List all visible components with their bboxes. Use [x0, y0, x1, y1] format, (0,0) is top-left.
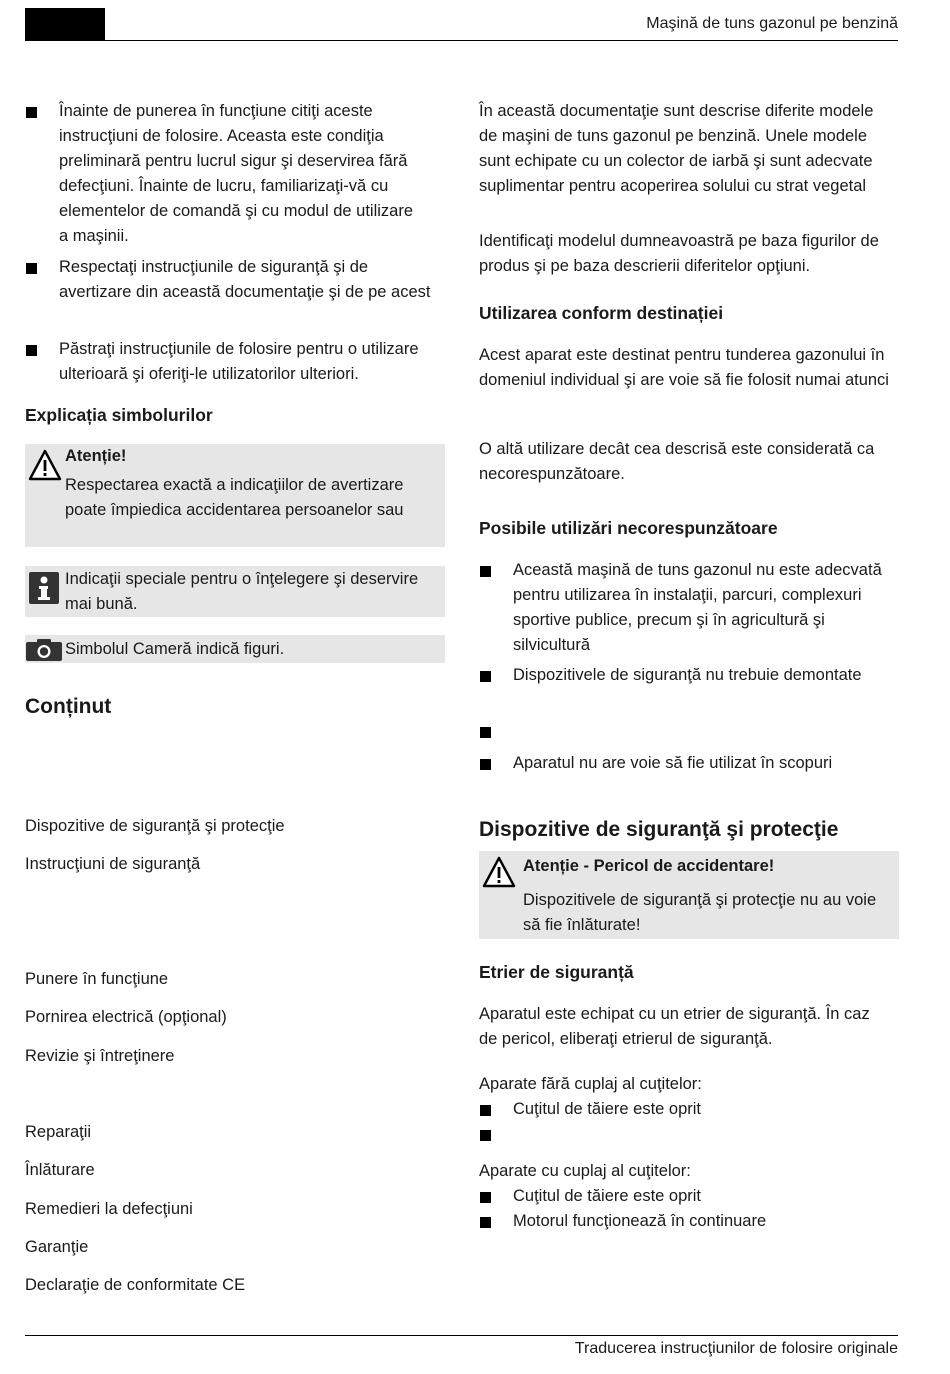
misuse-bullet-4 — [479, 751, 899, 776]
clutch-label: Aparate cu cuplaj al cuţitelor: — [479, 1162, 691, 1180]
intended-use-paragraph — [479, 343, 899, 393]
text-line: În această documentaţie sunt descrise diferite modele — [479, 102, 874, 120]
text-line: Indicaţii speciale pentru o înţelegere şi deservire — [65, 570, 419, 588]
text-line: Aparatul este echipat cu un etrier de siguranţă. În caz — [479, 1005, 870, 1023]
text-line: avertizare din această documentaţie şi de pe acest — [59, 283, 431, 301]
toc-item[interactable]: Pornirea electrică (opţional) — [25, 1008, 227, 1026]
text-line: Motorul funcţionează în continuare — [513, 1212, 767, 1230]
text-line: pentru utilizarea în instalaţii, parcuri, complexuri — [513, 586, 862, 604]
text-line: ulterioară şi oferiţi-le utilizatorilor ulteriori. — [59, 365, 359, 383]
warning-triangle-icon — [28, 449, 62, 481]
no-clutch-label: Aparate fără cuplaj al cuţitelor: — [479, 1075, 702, 1093]
info-icon — [29, 572, 59, 604]
misuse-heading: Posibile utilizări necorespunzătoare — [479, 518, 778, 538]
text-line: Respectarea exactă a indicaţiilor de avertizare — [65, 476, 404, 494]
page-header-title: Maşină de tuns gazonul pe benzină — [646, 15, 898, 32]
misuse-bullet-1 — [479, 558, 899, 658]
toc-item[interactable]: Punere în funcţiune — [25, 970, 169, 988]
danger-title: Atenție - Pericol de accidentare! — [523, 857, 775, 875]
text-line: Cuţitul de tăiere este oprit — [513, 1187, 702, 1205]
intro-bullet-1 — [25, 99, 445, 249]
intended-use-heading: Utilizarea conform destinației — [479, 303, 724, 323]
toc-item[interactable]: Dispozitive de siguranţă şi protecţie — [25, 817, 285, 835]
attention-box — [25, 444, 445, 547]
warning-triangle-icon — [482, 856, 516, 888]
text-line: Înainte de punerea în funcţiune citiţi aceste — [59, 102, 373, 120]
info-box — [25, 566, 445, 617]
text-line: instrucţiuni de folosire. Aceasta este condiţia — [59, 127, 384, 145]
clutch-bullet-1 — [479, 1184, 899, 1209]
text-line: de maşini de tuns gazonul pe benzină. Unele modele — [479, 127, 868, 145]
text-line: suplimentar pentru acoperirea solului cu strat vegetal — [479, 177, 867, 195]
text-line: defecţiuni. Înainte de lucru, familiarizaţi-vă cu — [59, 177, 389, 195]
other-use-paragraph — [479, 437, 899, 487]
intro-bullet-3 — [25, 337, 445, 387]
misuse-bullet-2 — [479, 663, 899, 688]
contents-heading: Conținut — [25, 695, 112, 718]
text-line: Păstraţi instrucţiunile de folosire pentru o utilizare — [59, 340, 419, 358]
toc-item[interactable]: Instrucţiuni de siguranţă — [25, 855, 201, 873]
clutch-bullet-2 — [479, 1209, 899, 1234]
text-line: Dispozitivele de siguranţă şi protecţie nu au voie — [523, 891, 877, 909]
text-line: Aparatul nu are voie să fie utilizat în scopuri — [513, 754, 833, 772]
header-black-tab — [25, 8, 105, 40]
identify-model-paragraph — [479, 229, 899, 279]
toc-item[interactable]: Declaraţie de conformitate CE — [25, 1276, 246, 1294]
attention-title: Atenție! — [65, 447, 127, 465]
text-line: elementelor de comandă şi cu modul de utilizare — [59, 202, 414, 220]
header-divider — [25, 40, 898, 41]
no-clutch-bullet-2 — [479, 1122, 899, 1147]
text-line: sportive publice, precum şi în agricultură şi — [513, 611, 825, 629]
danger-box — [479, 851, 899, 939]
page-footer-title: Traducerea instrucţiunilor de folosire originale — [574, 1340, 898, 1357]
text-line: Acest aparat este destinat pentru tunderea gazonului în — [479, 346, 885, 364]
text-line: Identificaţi modelul dumneavoastră pe baza figurilor de — [479, 232, 879, 250]
text-line: O altă utilizare decât cea descrisă este considerată ca — [479, 440, 875, 458]
footer-divider — [25, 1335, 898, 1336]
text-line: produs şi pe baza descrierii diferitelor opţiuni. — [479, 257, 811, 275]
text-line: Respectaţi instrucţiunile de siguranţă şi de — [59, 258, 369, 276]
text-line: Dispozitivele de siguranţă nu trebuie demontate — [513, 666, 862, 684]
text-line: a maşinii. — [59, 227, 129, 245]
toc-item[interactable]: Remedieri la defecţiuni — [25, 1200, 193, 1218]
misuse-bullet-3 — [479, 719, 899, 744]
symbols-heading: Explicația simbolurilor — [25, 405, 213, 425]
text-line: poate împiedica accidentarea persoanelor sau — [65, 501, 404, 519]
toc-item[interactable]: Revizie şi întreţinere — [25, 1047, 175, 1065]
camera-icon — [26, 639, 62, 661]
safety-devices-heading: Dispozitive de siguranţă şi protecţie — [479, 818, 839, 841]
camera-box-text: Simbolul Cameră indică figuri. — [65, 640, 285, 658]
toc-item[interactable]: Reparaţii — [25, 1123, 92, 1141]
toc-item[interactable]: Înlăturare — [25, 1161, 95, 1179]
text-line: necorespunzătoare. — [479, 465, 625, 483]
text-line: silvicultură — [513, 636, 591, 654]
no-clutch-bullet-1 — [479, 1097, 899, 1122]
text-line: mai bună. — [65, 595, 138, 613]
safety-bracket-paragraph — [479, 1002, 899, 1052]
text-line: Această maşină de tuns gazonul nu este adecvată — [513, 561, 882, 579]
text-line: de pericol, eliberaţi etrierul de siguranţă. — [479, 1030, 773, 1048]
intro-bullet-2 — [25, 255, 445, 305]
text-line: sunt echipate cu un colector de iarbă şi sunt adecvate — [479, 152, 873, 170]
text-line: preliminară pentru lucrul sigur şi deservirea fără — [59, 152, 408, 170]
safety-bracket-heading: Etrier de siguranță — [479, 962, 634, 982]
text-line: domeniul individual şi are voie să fie folosit numai atunci — [479, 371, 889, 389]
camera-box — [25, 635, 445, 663]
toc-item[interactable]: Garanţie — [25, 1238, 89, 1256]
models-paragraph — [479, 99, 899, 199]
text-line: să fie înlăturate! — [523, 916, 641, 934]
text-line: Cuţitul de tăiere este oprit — [513, 1100, 702, 1118]
